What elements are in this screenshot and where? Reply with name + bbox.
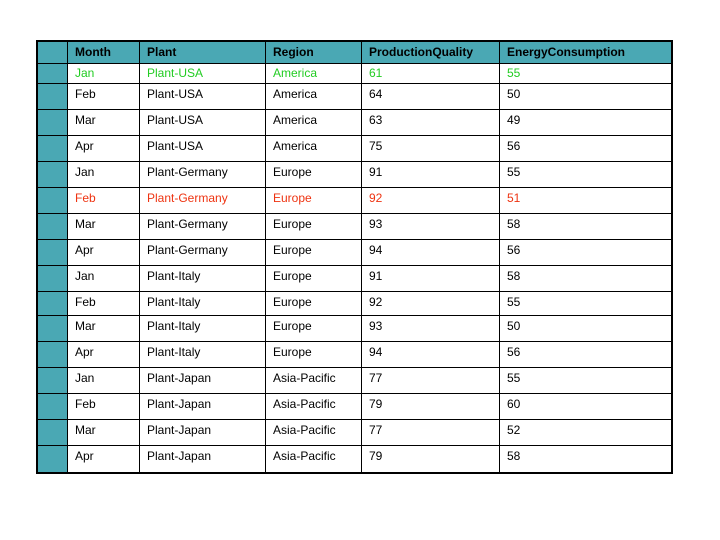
cell-energy-consumption[interactable]: 51: [499, 188, 671, 213]
row-header[interactable]: [38, 368, 67, 393]
cell-production-quality[interactable]: 92: [361, 188, 499, 213]
row-header[interactable]: [38, 214, 67, 239]
table-row[interactable]: [38, 64, 671, 84]
cell-region[interactable]: Europe: [265, 342, 361, 367]
table-row[interactable]: [38, 214, 671, 240]
cell-region[interactable]: Asia-Pacific: [265, 368, 361, 393]
cell-month[interactable]: Jan: [67, 368, 139, 393]
cell-production-quality[interactable]: 61: [361, 64, 499, 83]
cell-plant[interactable]: Plant-Germany: [139, 214, 265, 239]
row-header[interactable]: [38, 84, 67, 109]
cell-plant[interactable]: Plant-USA: [139, 110, 265, 135]
cell-month[interactable]: Mar: [67, 420, 139, 445]
row-header[interactable]: [38, 110, 67, 135]
cell-energy-consumption[interactable]: 56: [499, 136, 671, 161]
cell-production-quality[interactable]: 79: [361, 394, 499, 419]
table-row[interactable]: [38, 162, 671, 188]
column-header-plant[interactable]: Plant: [139, 42, 265, 63]
row-header[interactable]: [38, 188, 67, 213]
table-row[interactable]: [38, 240, 671, 266]
cell-region[interactable]: America: [265, 136, 361, 161]
cell-production-quality[interactable]: 64: [361, 84, 499, 109]
cell-region[interactable]: Europe: [265, 240, 361, 265]
column-header-energy-consumption[interactable]: EnergyConsumption: [499, 42, 671, 63]
cell-month[interactable]: Apr: [67, 342, 139, 367]
column-header-month[interactable]: Month: [67, 42, 139, 63]
cell-plant[interactable]: Plant-Italy: [139, 316, 265, 341]
table-row[interactable]: [38, 136, 671, 162]
cell-month[interactable]: Feb: [67, 84, 139, 109]
cell-production-quality[interactable]: 92: [361, 292, 499, 315]
cell-plant[interactable]: Plant-Japan: [139, 420, 265, 445]
cell-region[interactable]: America: [265, 64, 361, 83]
cell-production-quality[interactable]: 91: [361, 162, 499, 187]
cell-month[interactable]: Apr: [67, 446, 139, 472]
row-header[interactable]: [38, 394, 67, 419]
cell-energy-consumption[interactable]: 50: [499, 316, 671, 341]
row-header[interactable]: [38, 316, 67, 341]
column-header-region[interactable]: Region: [265, 42, 361, 63]
cell-production-quality[interactable]: 77: [361, 420, 499, 445]
cell-production-quality[interactable]: 75: [361, 136, 499, 161]
cell-region[interactable]: America: [265, 110, 361, 135]
cell-production-quality[interactable]: 94: [361, 342, 499, 367]
cell-plant[interactable]: Plant-USA: [139, 84, 265, 109]
table-row[interactable]: [38, 110, 671, 136]
cell-production-quality[interactable]: 63: [361, 110, 499, 135]
cell-production-quality[interactable]: 93: [361, 316, 499, 341]
row-header[interactable]: [38, 342, 67, 367]
table-row[interactable]: [38, 342, 671, 368]
row-header[interactable]: [38, 162, 67, 187]
cell-month[interactable]: Mar: [67, 110, 139, 135]
cell-energy-consumption[interactable]: 58: [499, 446, 671, 472]
cell-energy-consumption[interactable]: 49: [499, 110, 671, 135]
row-header[interactable]: [38, 292, 67, 315]
cell-region[interactable]: Asia-Pacific: [265, 420, 361, 445]
cell-plant[interactable]: Plant-Germany: [139, 240, 265, 265]
header-row: [38, 42, 671, 64]
table-row[interactable]: [38, 316, 671, 342]
cell-production-quality[interactable]: 94: [361, 240, 499, 265]
cell-energy-consumption[interactable]: 55: [499, 64, 671, 83]
table-row[interactable]: [38, 368, 671, 394]
cell-region[interactable]: Europe: [265, 214, 361, 239]
table-row[interactable]: [38, 446, 671, 472]
cell-energy-consumption[interactable]: 52: [499, 420, 671, 445]
cell-region[interactable]: Europe: [265, 316, 361, 341]
table-row[interactable]: [38, 84, 671, 110]
cell-plant[interactable]: Plant-Germany: [139, 188, 265, 213]
corner-cell[interactable]: [38, 42, 67, 63]
row-header[interactable]: [38, 420, 67, 445]
cell-month[interactable]: Mar: [67, 316, 139, 341]
cell-month[interactable]: Apr: [67, 240, 139, 265]
table-row[interactable]: [38, 266, 671, 292]
cell-energy-consumption[interactable]: 55: [499, 162, 671, 187]
cell-plant[interactable]: Plant-USA: [139, 136, 265, 161]
cell-plant[interactable]: Plant-Italy: [139, 266, 265, 291]
cell-energy-consumption[interactable]: 50: [499, 84, 671, 109]
cell-month[interactable]: Apr: [67, 136, 139, 161]
table-row[interactable]: [38, 420, 671, 446]
cell-plant[interactable]: Plant-USA: [139, 64, 265, 83]
cell-region[interactable]: Asia-Pacific: [265, 394, 361, 419]
cell-region[interactable]: Europe: [265, 188, 361, 213]
cell-month[interactable]: Feb: [67, 292, 139, 315]
cell-energy-consumption[interactable]: 56: [499, 240, 671, 265]
cell-production-quality[interactable]: 93: [361, 214, 499, 239]
table-row[interactable]: [38, 292, 671, 316]
cell-month[interactable]: Jan: [67, 64, 139, 83]
cell-month[interactable]: Mar: [67, 214, 139, 239]
cell-month[interactable]: Jan: [67, 266, 139, 291]
row-header[interactable]: [38, 240, 67, 265]
cell-month[interactable]: Jan: [67, 162, 139, 187]
table-row[interactable]: [38, 394, 671, 420]
cell-production-quality[interactable]: 77: [361, 368, 499, 393]
column-header-production-quality[interactable]: ProductionQuality: [361, 42, 499, 63]
cell-energy-consumption[interactable]: 55: [499, 292, 671, 315]
row-header[interactable]: [38, 64, 67, 83]
cell-energy-consumption[interactable]: 58: [499, 266, 671, 291]
cell-region[interactable]: America: [265, 84, 361, 109]
cell-energy-consumption[interactable]: 60: [499, 394, 671, 419]
data-grid: [36, 40, 673, 474]
cell-plant[interactable]: Plant-Germany: [139, 162, 265, 187]
cell-production-quality[interactable]: 91: [361, 266, 499, 291]
cell-plant[interactable]: Plant-Japan: [139, 394, 265, 419]
cell-month[interactable]: Feb: [67, 394, 139, 419]
table-row[interactable]: [38, 188, 671, 214]
cell-month[interactable]: Feb: [67, 188, 139, 213]
cell-region[interactable]: Europe: [265, 292, 361, 315]
cell-region[interactable]: Europe: [265, 162, 361, 187]
row-header[interactable]: [38, 446, 67, 472]
row-header[interactable]: [38, 136, 67, 161]
cell-energy-consumption[interactable]: 55: [499, 368, 671, 393]
cell-region[interactable]: Asia-Pacific: [265, 446, 361, 472]
cell-energy-consumption[interactable]: 58: [499, 214, 671, 239]
cell-energy-consumption[interactable]: 56: [499, 342, 671, 367]
row-header[interactable]: [38, 266, 67, 291]
cell-plant[interactable]: Plant-Japan: [139, 446, 265, 472]
cell-plant[interactable]: Plant-Italy: [139, 292, 265, 315]
cell-plant[interactable]: Plant-Japan: [139, 368, 265, 393]
cell-plant[interactable]: Plant-Italy: [139, 342, 265, 367]
cell-production-quality[interactable]: 79: [361, 446, 499, 472]
cell-region[interactable]: Europe: [265, 266, 361, 291]
